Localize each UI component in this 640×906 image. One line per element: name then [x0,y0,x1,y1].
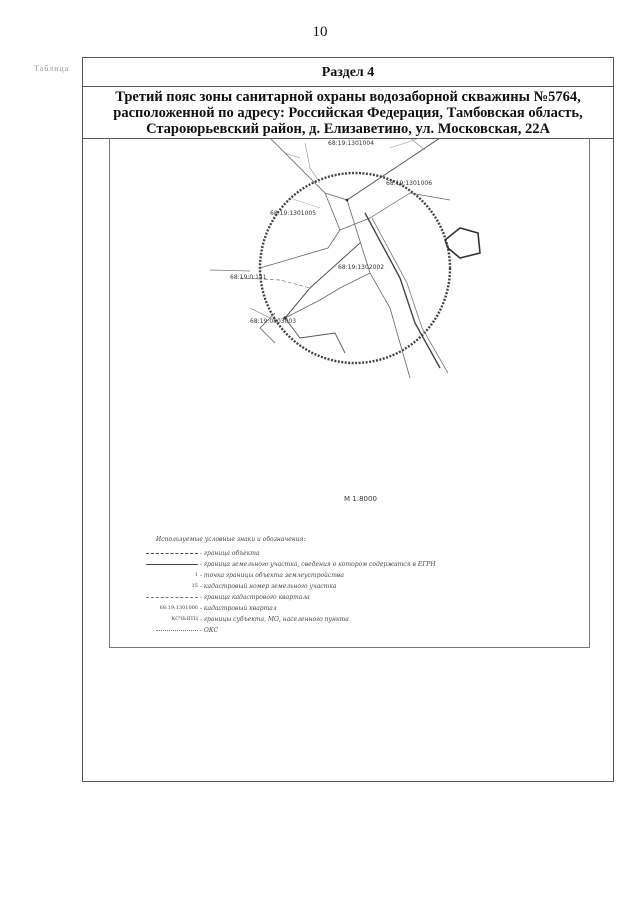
road-line [365,213,440,368]
legend-symbol-text: 1 [194,572,198,578]
parcel-boundary [250,308,270,318]
legend-label: - граница объекта [200,550,260,557]
parcel-boundary [285,273,370,318]
legend-item [146,559,566,570]
legend-item [146,581,566,592]
title-line-3: Староюрьевский район, д. Елизаветино, ул. Московская, 22А [146,121,550,137]
parcel-label: 68:19:1301006 [386,180,433,187]
legend-symbol-text: 15 [191,583,198,589]
legend-item [146,625,566,636]
legend-label: - кадастровый номер земельного участка [200,583,337,590]
parcel-boundary [290,198,320,208]
title-line-1: Третий пояс зоны санитарной охраны водозаборной скважины №5764, [115,89,581,105]
parcel-label: 68:19:1302002 [338,264,385,271]
parcel-boundary [340,193,450,230]
parcel-boundary-symbol [146,559,198,570]
legend-title: Используемые условные знаки и обозначения: [156,536,306,543]
parcel-label: 68:19:1301005 [270,210,317,217]
legend-symbol-text: КСЧЬЯТЦ [171,616,198,622]
map-legend [146,536,566,636]
margin-note: Таблица [34,64,70,73]
parcel-boundary [390,138,420,148]
legend-label: - кадастровый квартал [200,605,277,612]
admin-boundary-symbol [146,614,198,625]
legend-item [146,548,566,559]
object-outline [445,228,480,258]
object-boundary-symbol [146,548,198,559]
legend-label: - граница земельного участка, сведения о котором содержатся в ЕГРН [200,561,436,568]
parcel-boundary [210,270,250,271]
cadastral-quarter-symbol [146,603,198,614]
legend-label: - ОКС [200,627,219,634]
map-frame [109,138,590,648]
document-title [87,89,609,137]
legend-symbol-text: 68:19:1301006 [159,605,198,611]
parcel-label: 68:19:1301004 [328,140,375,147]
cadastral-map [110,138,591,488]
oks-symbol [146,625,198,636]
quarter-boundary-symbol [146,592,198,603]
page-number: 10 [312,24,328,40]
document-title-block [83,87,613,139]
map-scale: М 1:8000 [344,495,377,503]
legend-item [146,570,566,581]
parcel-boundary [347,138,440,200]
parcel-boundary [410,138,425,150]
legend-item [146,592,566,603]
legend-label: - граница кадастрового квартала [200,594,310,601]
document-frame [82,57,614,782]
parcel-boundary [305,143,320,183]
parcel-label: 68:19:0:141 [230,274,267,281]
boundary-point [346,199,349,202]
boundary-point-symbol [146,570,198,581]
legend-item [146,603,566,614]
legend-item [146,614,566,625]
parcel-label: 68:19:0803003 [250,318,297,325]
section-title: Раздел 4 [83,58,613,87]
title-line-2: расположенной по адресу: Российская Федерация, Тамбовская область, [113,105,583,121]
parcel-boundary [285,243,360,318]
road-line [372,218,448,373]
legend-label: - точка границы объекта землеустройства [200,572,344,579]
parcel-boundary [260,193,340,268]
legend-label: - границы субъекта, МО, населенного пункта [200,616,349,623]
parcel-number-symbol [146,581,198,592]
